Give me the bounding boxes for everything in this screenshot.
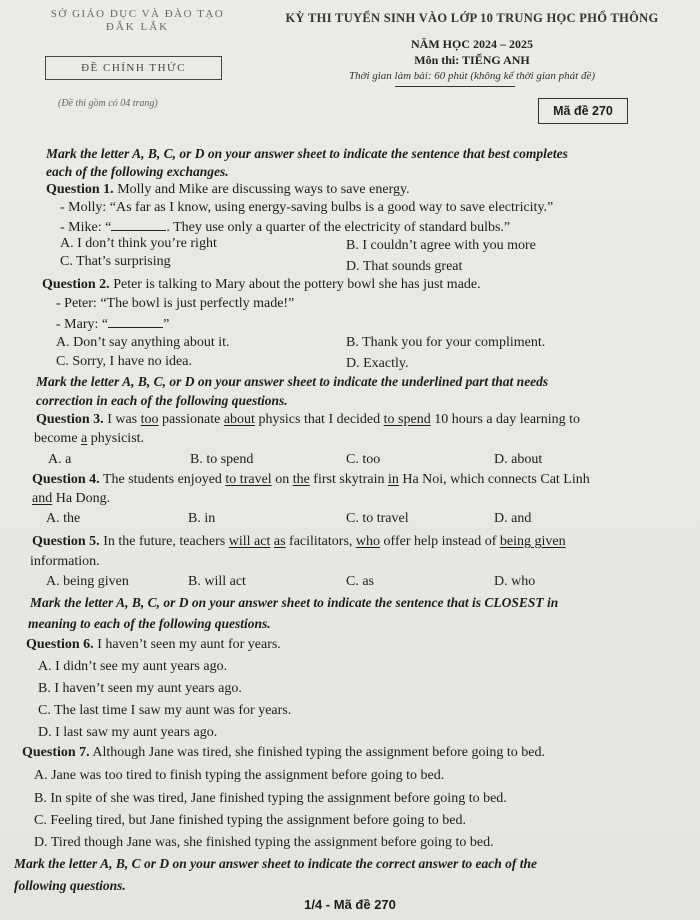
question-text: In the future, teachers xyxy=(99,534,229,549)
option-c: C. Sorry, I have no idea. xyxy=(56,354,192,369)
question-text: 10 hours a day learning to xyxy=(430,412,580,427)
question-text: physicist. xyxy=(87,431,145,446)
exam-header xyxy=(262,11,682,82)
underlined-part: will act xyxy=(228,534,271,549)
question-2-stem xyxy=(42,277,481,293)
option-b: B. I couldn’t agree with you more xyxy=(346,238,536,253)
option-d: D. Exactly. xyxy=(346,356,409,371)
option-d: D. and xyxy=(494,511,532,526)
option-d: D. who xyxy=(494,574,536,589)
question-label: Question 4. xyxy=(32,472,100,487)
question-7-stem xyxy=(22,745,545,761)
question-3-stem xyxy=(36,412,580,428)
department-name: SỞ GIÁO DỤC VÀ ĐÀO TẠO xyxy=(50,8,225,20)
question-1-stem xyxy=(46,182,410,198)
option-c: C. as xyxy=(346,574,374,589)
section-instruction: Mark the letter A, B, C, or D on your answer sheet to indicate the underlined part that needs xyxy=(36,374,549,389)
option-d: D. I last saw my aunt years ago. xyxy=(38,725,218,740)
underlined-part: about xyxy=(223,412,255,427)
dialogue-speaker: - Mary: “ xyxy=(56,317,109,332)
question-5-continued: information. xyxy=(30,554,100,569)
dialogue-line xyxy=(60,218,510,236)
question-text: I haven’t seen my aunt for years. xyxy=(93,637,281,652)
section-instruction: each of the following exchanges. xyxy=(46,164,229,179)
dialogue-line: - Peter: “The bowl is just perfectly made!” xyxy=(56,296,295,311)
section-instruction: Mark the letter A, B, C or D on your answer sheet to indicate the correct answer to each of the xyxy=(14,856,538,871)
question-text: Ha Dong. xyxy=(52,491,111,506)
question-text: Peter is talking to Mary about the pottery bowl she has just made. xyxy=(109,277,481,292)
question-text: The students enjoyed xyxy=(99,472,226,487)
question-text: first skytrain xyxy=(309,472,388,487)
question-text: physics that I decided xyxy=(254,412,384,427)
option-d: D. about xyxy=(494,452,543,467)
section-instruction: correction in each of the following questions. xyxy=(36,393,288,408)
section-instruction: following questions. xyxy=(14,878,126,893)
option-c: C. to travel xyxy=(346,511,409,526)
dialogue-line xyxy=(56,315,169,333)
option-c: C. That’s surprising xyxy=(60,254,171,269)
option-c: C. too xyxy=(346,452,381,467)
question-5-stem xyxy=(32,534,566,550)
question-4-stem xyxy=(32,472,590,488)
underlined-part: as xyxy=(273,534,286,549)
pages-note: (Đề thi gồm có 04 trang) xyxy=(58,98,158,109)
question-text: Although Jane was tired, she finished typing the assignment before going to bed. xyxy=(89,745,545,760)
option-b: B. In spite of she was tired, Jane finished typing the assignment before going to bed. xyxy=(34,791,507,806)
underlined-part: and xyxy=(32,491,53,506)
province-name: ĐẮK LẮK xyxy=(105,21,170,33)
question-4-continued xyxy=(32,491,110,507)
question-label: Question 2. xyxy=(42,277,110,292)
underlined-part: a xyxy=(81,431,88,446)
option-d: D. That sounds great xyxy=(346,259,463,274)
section-instruction: meaning to each of the following questions. xyxy=(28,616,271,631)
underlined-part: to spend xyxy=(383,412,431,427)
option-b: B. I haven’t seen my aunt years ago. xyxy=(38,681,242,696)
underlined-part: the xyxy=(292,472,310,487)
option-a: A. a xyxy=(48,452,72,467)
underlined-part: in xyxy=(387,472,399,487)
question-text: become xyxy=(34,431,82,446)
question-3-continued xyxy=(34,431,144,447)
option-c: C. Feeling tired, but Jane finished typing the assignment before going to bed. xyxy=(34,813,466,828)
option-a: A. the xyxy=(46,511,81,526)
question-text: Ha Noi, which connects Cat Linh xyxy=(398,472,590,487)
question-6-stem xyxy=(26,637,281,653)
option-a: A. Jane was too tired to finish typing the assignment before going to bed. xyxy=(34,768,445,783)
page-footer: 1/4 - Mã đề 270 xyxy=(304,897,396,912)
underlined-part: being given xyxy=(499,534,566,549)
underlined-part: to travel xyxy=(225,472,272,487)
question-label: Question 6. xyxy=(26,637,94,652)
dialogue-text: . They use only a quarter of the electricity of standard bulbs.” xyxy=(166,220,511,235)
school-year: NĂM HỌC 2024 – 2025 xyxy=(411,37,533,51)
question-label: Question 7. xyxy=(22,745,90,760)
section-instruction: Mark the letter A, B, C, or D on your answer sheet to indicate the sentence that is CLOSEST in xyxy=(30,595,559,610)
question-label: Question 5. xyxy=(32,534,100,549)
question-text: on xyxy=(271,472,293,487)
option-d: D. Tired though Jane was, she finished typing the assignment before going to bed. xyxy=(34,835,494,850)
question-text: passionate xyxy=(158,412,224,427)
underlined-part: who xyxy=(355,534,381,549)
duration: Thời gian làm bài: 60 phút (không kể thời gian phát đề) xyxy=(348,70,596,82)
question-label: Question 1. xyxy=(46,182,114,197)
header-divider xyxy=(395,86,515,87)
option-b: B. in xyxy=(188,511,216,526)
answer-blank xyxy=(108,315,163,328)
dialogue-text: ” xyxy=(163,317,170,332)
question-text: I was xyxy=(103,412,141,427)
question-label: Question 3. xyxy=(36,412,104,427)
section-instruction: Mark the letter A, B, C, or D on your answer sheet to indicate the sentence that best completes xyxy=(46,146,568,161)
question-text: offer help instead of xyxy=(380,534,500,549)
question-text: facilitators, xyxy=(285,534,356,549)
dialogue-line: - Molly: “As far as I know, using energy-saving bulbs is a good way to save electricity.” xyxy=(60,200,554,215)
option-a: A. being given xyxy=(46,574,129,589)
official-exam-box: ĐỀ CHÍNH THỨC xyxy=(45,56,222,80)
option-a: A. Don’t say anything about it. xyxy=(56,335,230,350)
dialogue-speaker: - Mike: “ xyxy=(60,220,112,235)
option-b: B. will act xyxy=(188,574,246,589)
exam-title: KỲ THI TUYỂN SINH VÀO LỚP 10 TRUNG HỌC PHỔ THÔNG xyxy=(285,11,659,25)
option-b: B. to spend xyxy=(190,452,254,467)
underlined-part: too xyxy=(140,412,159,427)
subject: Môn thi: TIẾNG ANH xyxy=(414,53,530,67)
option-b: B. Thank you for your compliment. xyxy=(346,335,546,350)
question-text: Molly and Mike are discussing ways to save energy. xyxy=(113,182,410,197)
department-block xyxy=(30,8,245,33)
option-a: A. I didn’t see my aunt years ago. xyxy=(38,659,228,674)
exam-code-box: Mã đề 270 xyxy=(538,98,628,124)
option-c: C. The last time I saw my aunt was for years. xyxy=(38,703,292,718)
answer-blank xyxy=(111,218,166,231)
option-a: A. I don’t think you’re right xyxy=(60,236,217,251)
